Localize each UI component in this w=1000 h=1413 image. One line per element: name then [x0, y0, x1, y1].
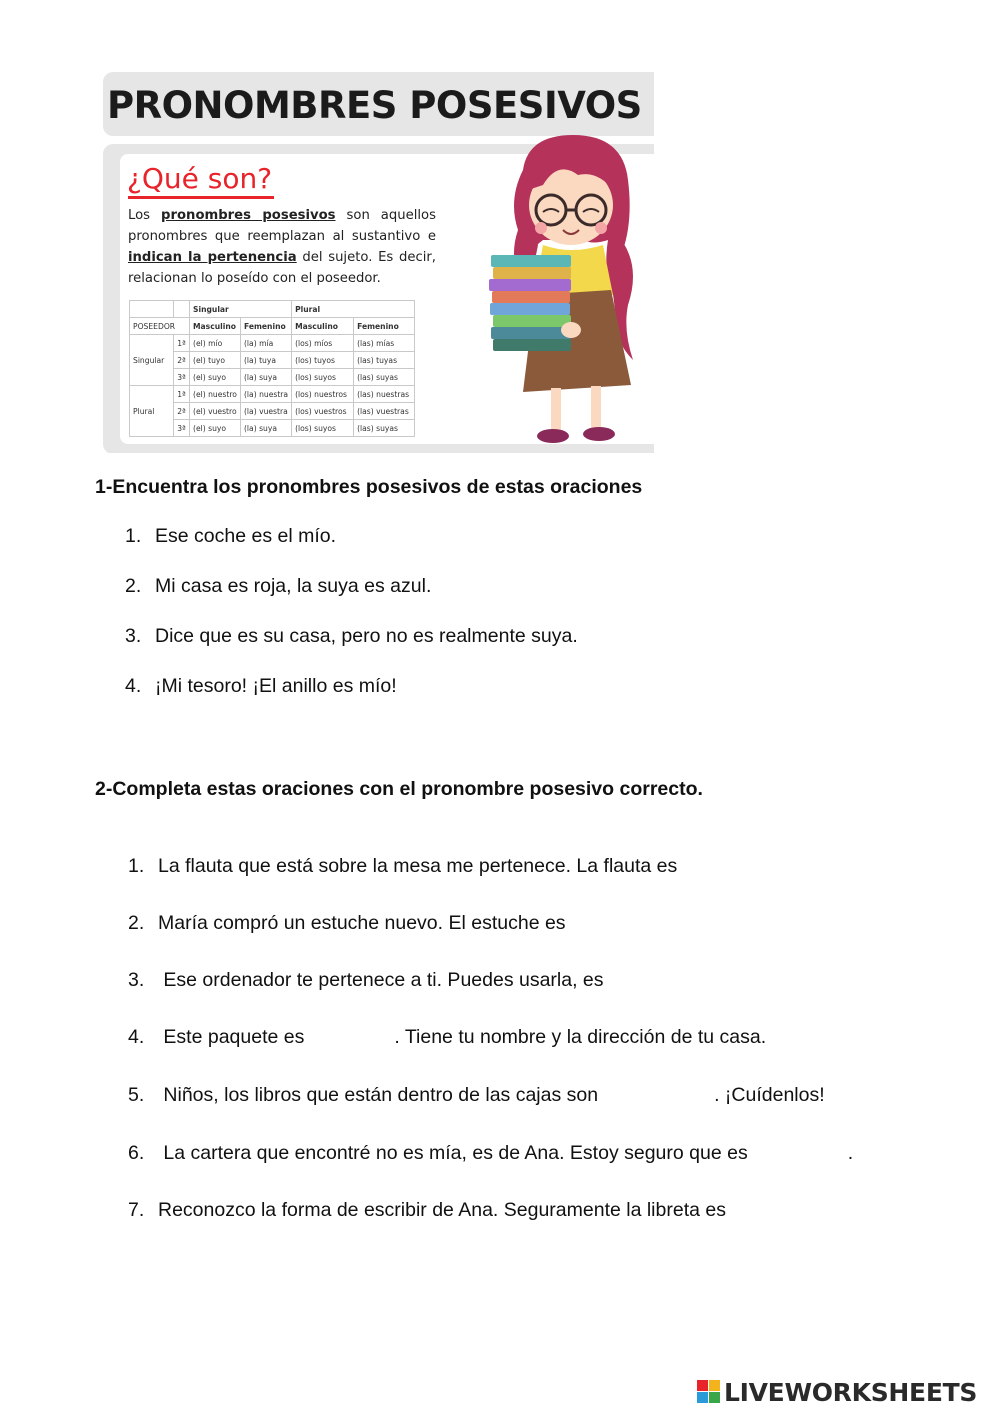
table-row: 2ª (el) vuestro (la) vuestra (los) vuestros (las) vuestras: [130, 403, 415, 420]
list-item: 5. Niños, los libros que están dentro de las cajas son . ¡Cuídenlos!: [128, 1084, 825, 1106]
definition-text: Los pronombres posesivos son aquellos pronombres que reemplazan al sustantivo e indican la pertenencia del sujeto. Es decir, relacionan lo poseído con el poseedor.: [128, 208, 436, 286]
col-header: Femenino: [240, 318, 291, 335]
table-row: 2ª (el) tuyo (la) tuya (los) tuyos (las) tuyas: [130, 352, 415, 369]
liveworksheets-logo[interactable]: [697, 1378, 977, 1406]
liveworksheets-logo-icon: [697, 1380, 721, 1404]
group-header-singular: Singular: [190, 301, 292, 318]
girl-with-books-illustration: [483, 130, 654, 453]
row-group-label: Plural: [130, 386, 174, 437]
list-item: 7. Reconozco la forma de escribir de Ana. Seguramente la libreta es: [128, 1199, 726, 1221]
subtitle: ¿Qué son?: [127, 162, 273, 195]
list-item: 4. ¡Mi tesoro! ¡El anillo es mío!: [125, 675, 397, 697]
row-group-label: Singular: [130, 335, 174, 386]
group-header-plural: Plural: [292, 301, 415, 318]
page-title: PRONOMBRES POSESIVOS: [107, 84, 642, 127]
header-graphic: [103, 72, 654, 453]
col-header: Femenino: [354, 318, 415, 335]
table-row: Singular 1ª (el) mío (la) mía (los) míos (las) mías: [130, 335, 415, 352]
subtitle-underline: [128, 196, 274, 199]
table-row: Plural 1ª (el) nuestro (la) nuestra (los) nuestros (las) nuestras: [130, 386, 415, 403]
list-item: 1. Ese coche es el mío.: [125, 525, 337, 547]
title-bar: [103, 72, 654, 136]
exercise2-heading: 2-Completa estas oraciones con el pronombre posesivo correcto.: [95, 778, 703, 800]
list-item: 2. María compró un estuche nuevo. El estuche es: [128, 912, 566, 934]
list-item: 2. Mi casa es roja, la suya es azul.: [125, 575, 432, 597]
table-row: 3ª (el) suyo (la) suya (los) suyos (las) suyas: [130, 369, 415, 386]
table-row: 3ª (el) suyo (la) suya (los) suyos (las) suyas: [130, 420, 415, 437]
list-item: 3. Ese ordenador te pertenece a ti. Puedes usarla, es: [128, 969, 604, 991]
list-item: 6. La cartera que encontré no es mía, es de Ana. Estoy seguro que es .: [128, 1142, 854, 1164]
pronoun-table: [129, 300, 415, 437]
list-item: 4. Este paquete es . Tiene tu nombre y la dirección de tu casa.: [128, 1026, 767, 1048]
list-item: 3. Dice que es su casa, pero no es realmente suya.: [125, 625, 578, 647]
list-item: 1. La flauta que está sobre la mesa me pertenece. La flauta es: [128, 855, 678, 877]
exercise1-heading: 1-Encuentra los pronombres posesivos de estas oraciones: [95, 476, 643, 498]
col-header: Masculino: [292, 318, 354, 335]
logo-text: LIVEWORKSHEETS: [724, 1377, 978, 1407]
col-header: Masculino: [190, 318, 241, 335]
col-header: POSEEDOR: [130, 318, 190, 335]
